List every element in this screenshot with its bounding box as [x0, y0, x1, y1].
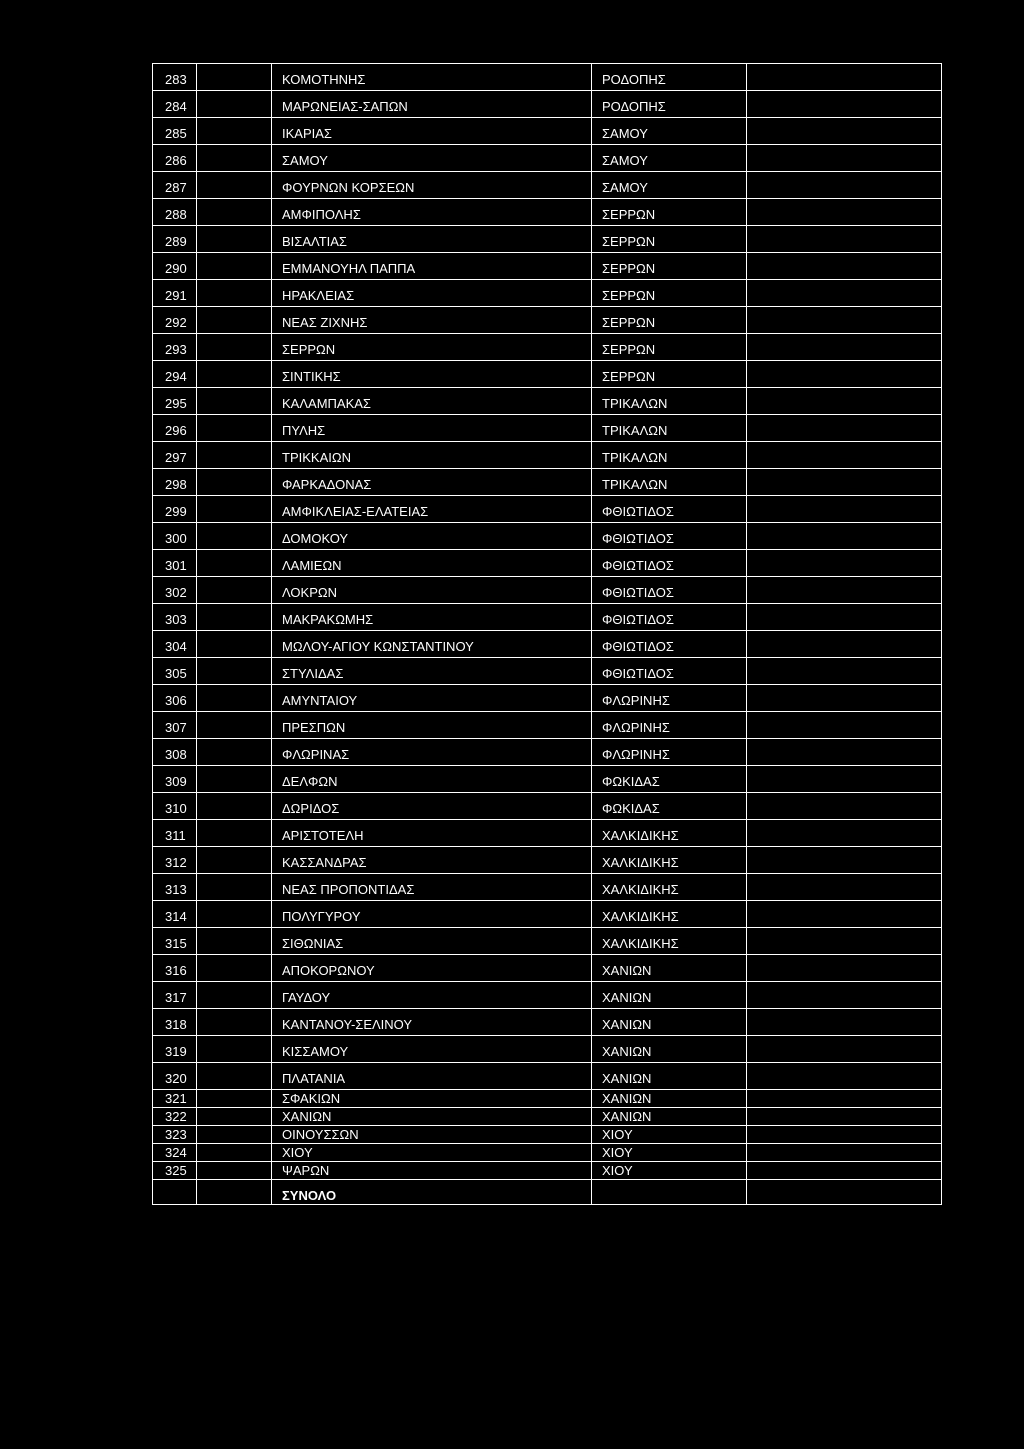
- row-number: 305: [153, 658, 197, 685]
- prefecture-name: ΣΑΜΟΥ: [592, 145, 747, 172]
- municipality-name: ΑΜΦΙΠΟΛΗΣ: [272, 199, 592, 226]
- table-row: [153, 307, 942, 334]
- prefecture-name: ΦΩΚΙΔΑΣ: [592, 793, 747, 820]
- municipality-name: ΓΑΥΔΟΥ: [272, 982, 592, 1009]
- table-row: [153, 91, 942, 118]
- municipality-name: ΗΡΑΚΛΕΙΑΣ: [272, 280, 592, 307]
- row-number: 293: [153, 334, 197, 361]
- table-row: [153, 982, 942, 1009]
- row-number: 297: [153, 442, 197, 469]
- municipality-name: ΚΟΜΟΤΗΝΗΣ: [272, 64, 592, 91]
- prefecture-name: ΡΟΔΟΠΗΣ: [592, 64, 747, 91]
- municipality-name: ΚΙΣΣΑΜΟΥ: [272, 1036, 592, 1063]
- table-row: [153, 64, 942, 91]
- code-cell: [197, 739, 272, 766]
- municipality-name: ΣΤΥΛΙΔΑΣ: [272, 658, 592, 685]
- prefecture-name: ΧΙΟΥ: [592, 1144, 747, 1162]
- table-row: [153, 604, 942, 631]
- value-cell: [747, 685, 942, 712]
- row-number: 317: [153, 982, 197, 1009]
- row-number: 294: [153, 361, 197, 388]
- prefecture-name: ΦΩΚΙΔΑΣ: [592, 766, 747, 793]
- municipality-name: ΣΦΑΚΙΩΝ: [272, 1090, 592, 1108]
- row-number: 304: [153, 631, 197, 658]
- row-number: 287: [153, 172, 197, 199]
- municipality-name: ΕΜΜΑΝΟΥΗΛ ΠΑΠΠΑ: [272, 253, 592, 280]
- value-cell: [747, 280, 942, 307]
- row-number: 311: [153, 820, 197, 847]
- code-cell: [197, 901, 272, 928]
- row-number: 319: [153, 1036, 197, 1063]
- prefecture-name: ΦΛΩΡΙΝΗΣ: [592, 685, 747, 712]
- table-row: [153, 388, 942, 415]
- row-number: 309: [153, 766, 197, 793]
- table-row: [153, 658, 942, 685]
- municipality-name: ΨΑΡΩΝ: [272, 1162, 592, 1180]
- prefecture-name: ΧΑΛΚΙΔΙΚΗΣ: [592, 847, 747, 874]
- code-cell: [197, 523, 272, 550]
- municipality-name: ΣΕΡΡΩΝ: [272, 334, 592, 361]
- municipality-name: ΑΡΙΣΤΟΤΕΛΗ: [272, 820, 592, 847]
- code-cell: [197, 280, 272, 307]
- code-cell: [197, 334, 272, 361]
- value-cell: [747, 901, 942, 928]
- prefecture-name: ΦΘΙΩΤΙΔΟΣ: [592, 496, 747, 523]
- table-row: [153, 901, 942, 928]
- code-cell: [197, 442, 272, 469]
- municipality-name: ΧΑΝΙΩΝ: [272, 1108, 592, 1126]
- municipality-name: ΦΟΥΡΝΩΝ ΚΟΡΣΕΩΝ: [272, 172, 592, 199]
- row-number: 320: [153, 1063, 197, 1090]
- row-number: 321: [153, 1090, 197, 1108]
- row-number: 322: [153, 1108, 197, 1126]
- municipality-name: ΠΟΛΥΓΥΡΟΥ: [272, 901, 592, 928]
- value-cell: [747, 1126, 942, 1144]
- table-row: [153, 226, 942, 253]
- code-cell: [197, 766, 272, 793]
- value-cell: [747, 928, 942, 955]
- row-number: 298: [153, 469, 197, 496]
- municipality-name: ΣΙΝΤΙΚΗΣ: [272, 361, 592, 388]
- municipality-name: ΣΙΘΩΝΙΑΣ: [272, 928, 592, 955]
- municipality-name: ΝΕΑΣ ΖΙΧΝΗΣ: [272, 307, 592, 334]
- value-cell: [747, 1090, 942, 1108]
- table-row: [153, 172, 942, 199]
- row-number: 299: [153, 496, 197, 523]
- code-cell: [197, 1009, 272, 1036]
- prefecture-name: ΧΑΛΚΙΔΙΚΗΣ: [592, 901, 747, 928]
- row-number: 308: [153, 739, 197, 766]
- row-number: 323: [153, 1126, 197, 1144]
- code-cell: [197, 1144, 272, 1162]
- code-cell: [197, 172, 272, 199]
- municipality-name: ΑΜΦΙΚΛΕΙΑΣ-ΕΛΑΤΕΙΑΣ: [272, 496, 592, 523]
- table-row: [153, 874, 942, 901]
- table-row: [153, 496, 942, 523]
- value-cell: [747, 334, 942, 361]
- value-cell: [747, 442, 942, 469]
- row-number: 310: [153, 793, 197, 820]
- row-number: 302: [153, 577, 197, 604]
- row-number: 303: [153, 604, 197, 631]
- prefecture-name: ΣΕΡΡΩΝ: [592, 253, 747, 280]
- row-number: 290: [153, 253, 197, 280]
- prefecture-name: ΤΡΙΚΑΛΩΝ: [592, 442, 747, 469]
- municipality-name: ΔΟΜΟΚΟΥ: [272, 523, 592, 550]
- row-number: 314: [153, 901, 197, 928]
- value-cell: [747, 955, 942, 982]
- code-cell: [197, 1063, 272, 1090]
- code-cell: [197, 1036, 272, 1063]
- table-row: [153, 199, 942, 226]
- value-cell: [747, 847, 942, 874]
- prefecture-name: ΦΘΙΩΤΙΔΟΣ: [592, 658, 747, 685]
- total-code-cell: [197, 1180, 272, 1205]
- table-row: [153, 145, 942, 172]
- municipality-table: [152, 63, 942, 1205]
- municipality-name: ΛΟΚΡΩΝ: [272, 577, 592, 604]
- value-cell: [747, 226, 942, 253]
- table-row: [153, 820, 942, 847]
- value-cell: [747, 820, 942, 847]
- value-cell: [747, 793, 942, 820]
- table-row: [153, 523, 942, 550]
- code-cell: [197, 415, 272, 442]
- municipality-name: ΦΑΡΚΑΔΟΝΑΣ: [272, 469, 592, 496]
- value-cell: [747, 550, 942, 577]
- code-cell: [197, 226, 272, 253]
- total-label: ΣΥΝΟΛΟ: [272, 1180, 592, 1205]
- prefecture-name: ΣΕΡΡΩΝ: [592, 280, 747, 307]
- municipality-name: ΔΩΡΙΔΟΣ: [272, 793, 592, 820]
- row-number: 318: [153, 1009, 197, 1036]
- row-number: 291: [153, 280, 197, 307]
- value-cell: [747, 739, 942, 766]
- row-number: 295: [153, 388, 197, 415]
- municipality-name: ΦΛΩΡΙΝΑΣ: [272, 739, 592, 766]
- code-cell: [197, 496, 272, 523]
- prefecture-name: ΣΑΜΟΥ: [592, 172, 747, 199]
- table-row: [153, 1162, 942, 1180]
- prefecture-name: ΣΑΜΟΥ: [592, 118, 747, 145]
- table-row: [153, 415, 942, 442]
- municipality-name: ΣΑΜΟΥ: [272, 145, 592, 172]
- code-cell: [197, 955, 272, 982]
- code-cell: [197, 361, 272, 388]
- code-cell: [197, 1126, 272, 1144]
- row-number: 283: [153, 64, 197, 91]
- table-row: [153, 766, 942, 793]
- municipality-name: ΚΑΣΣΑΝΔΡΑΣ: [272, 847, 592, 874]
- row-number: 285: [153, 118, 197, 145]
- value-cell: [747, 469, 942, 496]
- code-cell: [197, 64, 272, 91]
- row-number: 288: [153, 199, 197, 226]
- code-cell: [197, 820, 272, 847]
- prefecture-name: ΣΕΡΡΩΝ: [592, 334, 747, 361]
- value-cell: [747, 361, 942, 388]
- table-row: [153, 1036, 942, 1063]
- code-cell: [197, 91, 272, 118]
- municipality-name: ΜΑΡΩΝΕΙΑΣ-ΣΑΠΩΝ: [272, 91, 592, 118]
- municipality-name: ΜΑΚΡΑΚΩΜΗΣ: [272, 604, 592, 631]
- value-cell: [747, 1108, 942, 1126]
- code-cell: [197, 550, 272, 577]
- row-number: 284: [153, 91, 197, 118]
- value-cell: [747, 712, 942, 739]
- prefecture-name: ΦΘΙΩΤΙΔΟΣ: [592, 631, 747, 658]
- code-cell: [197, 847, 272, 874]
- code-cell: [197, 388, 272, 415]
- table-row: [153, 928, 942, 955]
- row-number: 301: [153, 550, 197, 577]
- table-row: [153, 631, 942, 658]
- value-cell: [747, 523, 942, 550]
- value-cell: [747, 1063, 942, 1090]
- table-row: [153, 1108, 942, 1126]
- value-cell: [747, 496, 942, 523]
- table-row: [153, 739, 942, 766]
- value-cell: [747, 415, 942, 442]
- value-cell: [747, 1162, 942, 1180]
- table-row: [153, 955, 942, 982]
- prefecture-name: ΧΑΝΙΩΝ: [592, 1063, 747, 1090]
- code-cell: [197, 982, 272, 1009]
- prefecture-name: ΧΑΝΙΩΝ: [592, 1090, 747, 1108]
- prefecture-name: ΧΑΝΙΩΝ: [592, 1036, 747, 1063]
- row-number: 289: [153, 226, 197, 253]
- code-cell: [197, 928, 272, 955]
- code-cell: [197, 604, 272, 631]
- municipality-name: ΑΜΥΝΤΑΙΟΥ: [272, 685, 592, 712]
- row-number: 312: [153, 847, 197, 874]
- code-cell: [197, 631, 272, 658]
- value-cell: [747, 766, 942, 793]
- municipality-name: ΜΩΛΟΥ-ΑΓΙΟΥ ΚΩΝΣΤΑΝΤΙΝΟΥ: [272, 631, 592, 658]
- table-row: [153, 1009, 942, 1036]
- municipality-name: ΛΑΜΙΕΩΝ: [272, 550, 592, 577]
- table-row: [153, 577, 942, 604]
- code-cell: [197, 874, 272, 901]
- prefecture-name: ΧΑΛΚΙΔΙΚΗΣ: [592, 874, 747, 901]
- value-cell: [747, 253, 942, 280]
- row-number: 325: [153, 1162, 197, 1180]
- value-cell: [747, 658, 942, 685]
- municipality-name: ΝΕΑΣ ΠΡΟΠΟΝΤΙΔΑΣ: [272, 874, 592, 901]
- code-cell: [197, 307, 272, 334]
- municipality-name: ΚΑΝΤΑΝΟΥ-ΣΕΛΙΝΟΥ: [272, 1009, 592, 1036]
- municipality-name: ΙΚΑΡΙΑΣ: [272, 118, 592, 145]
- table-row: [153, 685, 942, 712]
- value-cell: [747, 199, 942, 226]
- table-row: [153, 1144, 942, 1162]
- code-cell: [197, 1090, 272, 1108]
- table-row: [153, 712, 942, 739]
- code-cell: [197, 118, 272, 145]
- table-row: [153, 550, 942, 577]
- row-number: 307: [153, 712, 197, 739]
- prefecture-name: ΣΕΡΡΩΝ: [592, 199, 747, 226]
- prefecture-name: ΧΑΝΙΩΝ: [592, 1108, 747, 1126]
- municipality-name: ΤΡΙΚΚΑΙΩΝ: [272, 442, 592, 469]
- row-number: 300: [153, 523, 197, 550]
- municipality-name: ΧΙΟΥ: [272, 1144, 592, 1162]
- row-number: 296: [153, 415, 197, 442]
- table-row: [153, 280, 942, 307]
- code-cell: [197, 577, 272, 604]
- municipality-name: ΠΛΑΤΑΝΙΑ: [272, 1063, 592, 1090]
- table-row: [153, 1126, 942, 1144]
- code-cell: [197, 1162, 272, 1180]
- code-cell: [197, 253, 272, 280]
- municipality-name: ΒΙΣΑΛΤΙΑΣ: [272, 226, 592, 253]
- prefecture-name: ΣΕΡΡΩΝ: [592, 307, 747, 334]
- table-row: [153, 334, 942, 361]
- table-row: [153, 118, 942, 145]
- prefecture-name: ΤΡΙΚΑΛΩΝ: [592, 415, 747, 442]
- municipality-name: ΚΑΛΑΜΠΑΚΑΣ: [272, 388, 592, 415]
- municipality-name: ΔΕΛΦΩΝ: [272, 766, 592, 793]
- value-cell: [747, 1009, 942, 1036]
- code-cell: [197, 199, 272, 226]
- code-cell: [197, 658, 272, 685]
- prefecture-name: ΧΑΛΚΙΔΙΚΗΣ: [592, 928, 747, 955]
- value-cell: [747, 91, 942, 118]
- value-cell: [747, 118, 942, 145]
- value-cell: [747, 388, 942, 415]
- table-row: [153, 361, 942, 388]
- value-cell: [747, 172, 942, 199]
- row-number: 306: [153, 685, 197, 712]
- row-number: 315: [153, 928, 197, 955]
- prefecture-name: ΧΙΟΥ: [592, 1126, 747, 1144]
- total-value-cell: [747, 1180, 942, 1205]
- prefecture-name: ΧΑΛΚΙΔΙΚΗΣ: [592, 820, 747, 847]
- municipality-name: ΠΡΕΣΠΩΝ: [272, 712, 592, 739]
- code-cell: [197, 685, 272, 712]
- row-number: 292: [153, 307, 197, 334]
- prefecture-name: ΦΘΙΩΤΙΔΟΣ: [592, 604, 747, 631]
- value-cell: [747, 307, 942, 334]
- code-cell: [197, 469, 272, 496]
- prefecture-name: ΦΘΙΩΤΙΔΟΣ: [592, 577, 747, 604]
- row-number: 313: [153, 874, 197, 901]
- value-cell: [747, 145, 942, 172]
- prefecture-name: ΣΕΡΡΩΝ: [592, 361, 747, 388]
- prefecture-name: ΦΛΩΡΙΝΗΣ: [592, 739, 747, 766]
- prefecture-name: ΣΕΡΡΩΝ: [592, 226, 747, 253]
- value-cell: [747, 604, 942, 631]
- row-number: 324: [153, 1144, 197, 1162]
- row-number: 316: [153, 955, 197, 982]
- prefecture-name: ΤΡΙΚΑΛΩΝ: [592, 469, 747, 496]
- code-cell: [197, 1108, 272, 1126]
- prefecture-name: ΧΑΝΙΩΝ: [592, 955, 747, 982]
- prefecture-name: ΦΘΙΩΤΙΔΟΣ: [592, 550, 747, 577]
- value-cell: [747, 982, 942, 1009]
- code-cell: [197, 712, 272, 739]
- municipality-name: ΑΠΟΚΟΡΩΝΟΥ: [272, 955, 592, 982]
- total-number-cell: [153, 1180, 197, 1205]
- value-cell: [747, 1144, 942, 1162]
- table-row: [153, 1063, 942, 1090]
- value-cell: [747, 64, 942, 91]
- code-cell: [197, 793, 272, 820]
- table-body: [153, 64, 942, 1205]
- value-cell: [747, 1036, 942, 1063]
- value-cell: [747, 631, 942, 658]
- total-prefecture-cell: [592, 1180, 747, 1205]
- row-number: 286: [153, 145, 197, 172]
- prefecture-name: ΡΟΔΟΠΗΣ: [592, 91, 747, 118]
- value-cell: [747, 577, 942, 604]
- code-cell: [197, 145, 272, 172]
- municipality-name: ΟΙΝΟΥΣΣΩΝ: [272, 1126, 592, 1144]
- total-row: [153, 1180, 942, 1205]
- prefecture-name: ΧΑΝΙΩΝ: [592, 1009, 747, 1036]
- prefecture-name: ΦΘΙΩΤΙΔΟΣ: [592, 523, 747, 550]
- municipality-name: ΠΥΛΗΣ: [272, 415, 592, 442]
- table-row: [153, 1090, 942, 1108]
- table-row: [153, 793, 942, 820]
- prefecture-name: ΤΡΙΚΑΛΩΝ: [592, 388, 747, 415]
- table-row: [153, 847, 942, 874]
- table-row: [153, 253, 942, 280]
- prefecture-name: ΧΙΟΥ: [592, 1162, 747, 1180]
- table-row: [153, 442, 942, 469]
- prefecture-name: ΧΑΝΙΩΝ: [592, 982, 747, 1009]
- prefecture-name: ΦΛΩΡΙΝΗΣ: [592, 712, 747, 739]
- table-row: [153, 469, 942, 496]
- value-cell: [747, 874, 942, 901]
